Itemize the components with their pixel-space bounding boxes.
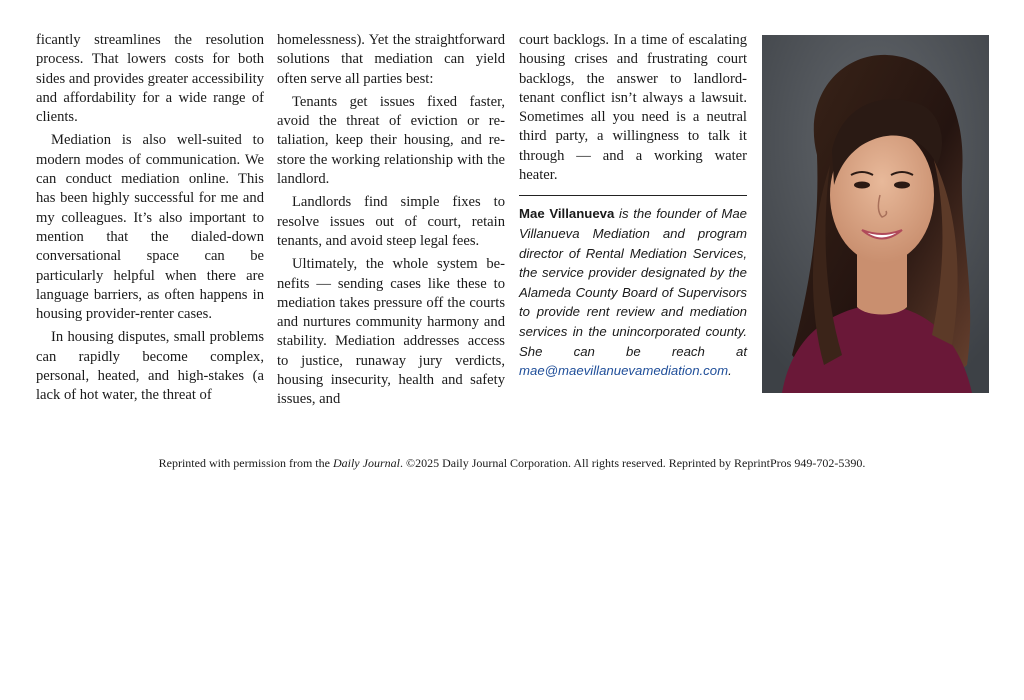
paragraph: homelessness). Yet the straightforward solutions that mediation can yield often serve all parties best: — [277, 32, 505, 87]
reprint-credit — [0, 456, 1024, 471]
credit-publication: Daily Journal — [332, 456, 400, 470]
author-portrait-illustration — [762, 35, 989, 393]
credit-before: Reprinted with permission from the — [158, 456, 333, 470]
paragraph: court backlogs. In a time of escalating housing crises and frustrating court backlogs, the answer to landlord-tenant conflict isn’t always a lawsuit. Sometimes all you need is a neutral third party, a willingness to talk it through — and a working water heater. — [519, 32, 747, 184]
article-column-1 — [36, 31, 264, 410]
paragraph: In housing disputes, small problems can rapidly become complex, personal, heated, and high-stakes (a lack of hot water, the threat of — [36, 329, 264, 404]
paragraph: Landlords find simple fixes to resolve issues out of court, retain tenants, and avoid steep legal fees. — [277, 194, 505, 249]
paragraph: Ultimately, the whole system benefits — sending cases like these to mediation takes pressure off the courts and nurtures community harmony and stability. Mediation addresses access to justice, runaway jury verdicts, housing insecurity, health and safety issues, and — [277, 256, 505, 408]
author-bio-end: . — [728, 363, 732, 379]
author-bio-text: is the founder of Mae Villanueva Mediation and program director of Rental Mediation Services, the service provider designated by the Alameda County Board of Supervisors to provide rent review and mediation services in the unincorporated county. She can be reach at — [519, 206, 747, 359]
article-column-2 — [277, 31, 505, 414]
article-column-3 — [519, 31, 747, 385]
author-photo — [762, 35, 989, 393]
paragraph: ficantly streamlines the resolution process. That lowers costs for both sides and provides greater accessibility and affordability for a wide range of clients. — [36, 32, 264, 126]
bio-divider — [519, 195, 747, 196]
author-name: Mae Villanueva — [519, 206, 615, 222]
credit-after: . ©2025 Daily Journal Corporation. All rights reserved. Reprinted by ReprintPros 949-702-5390. — [399, 456, 866, 470]
author-bio — [519, 204, 747, 380]
author-email-link[interactable]: mae@maevillanuevamediation.com — [519, 363, 729, 379]
paragraph: Mediation is also well-suited to modern modes of communication. We can conduct mediation online. This has been highly successful for me and my colleagues. It’s also important to mention that the dialed-down conversational space can be particularly helpful when there are language barriers, as often happens in housing provider-renter cases. — [36, 132, 264, 323]
paragraph: Tenants get issues fixed faster, avoid the threat of eviction or retaliation, keep their housing, and restore the working relationship with the landlord. — [277, 93, 505, 188]
